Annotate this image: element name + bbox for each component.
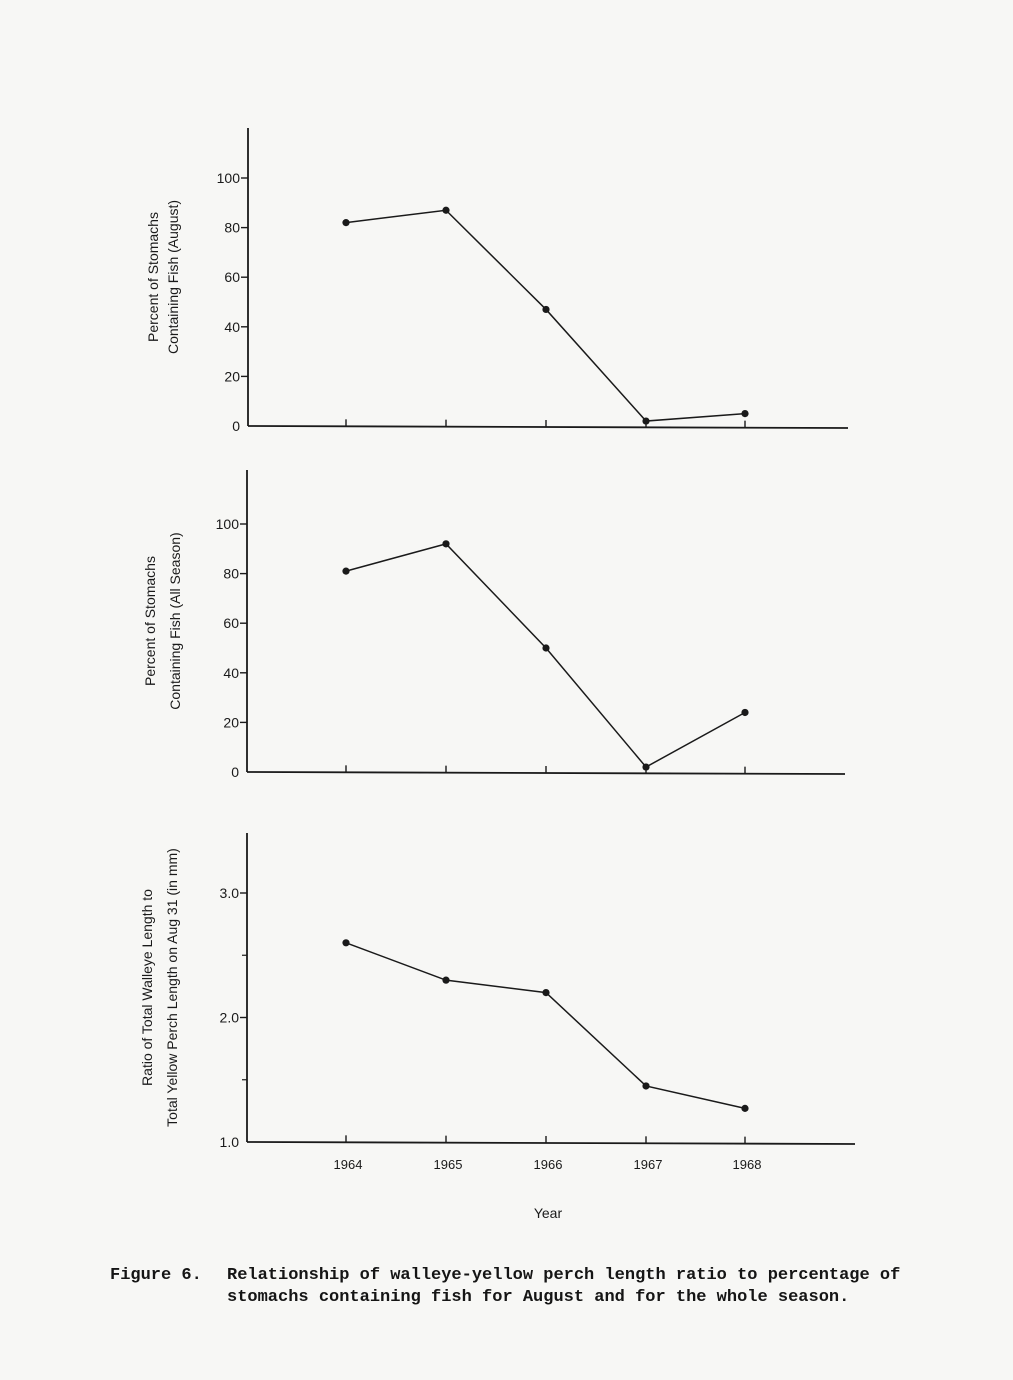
y-axis-label-line1: Ratio of Total Walleye Length to xyxy=(139,889,155,1086)
x-axis-label: Year xyxy=(533,1205,563,1221)
y-tick-label: 60 xyxy=(224,269,240,286)
chart-panel-3 xyxy=(139,833,855,1221)
data-point-1964 xyxy=(342,939,349,946)
x-tick-label: 1966 xyxy=(533,1157,563,1172)
y-tick-label: 0 xyxy=(231,764,239,780)
y-axis-label-line1: Percent of Stomachs xyxy=(142,556,158,686)
chart-panel-1 xyxy=(145,128,848,434)
data-point-1968 xyxy=(741,709,748,716)
figure-caption-label: Figure 6. xyxy=(110,1266,202,1285)
y-axis-label-line2: Containing Fish (All Season) xyxy=(167,532,183,710)
data-point-1965 xyxy=(442,207,449,214)
data-point-1964 xyxy=(342,219,349,226)
y-tick-label: 80 xyxy=(224,219,240,236)
data-point-1966 xyxy=(542,306,549,313)
y-axis-label-line2: Total Yellow Perch Length on Aug 31 (in mm) xyxy=(164,848,180,1127)
figure-caption-text: Relationship of walleye-yellow perch length ratio to percentage of stomachs containing fish for August and for the whole season. xyxy=(227,1266,901,1307)
data-point-1967 xyxy=(642,1082,649,1089)
y-tick-label: 1.0 xyxy=(219,1134,239,1150)
x-axis-line xyxy=(248,426,848,428)
y-tick-label: 80 xyxy=(223,565,239,582)
chart-panel-2 xyxy=(142,470,845,780)
x-axis-line xyxy=(247,1142,855,1144)
data-point-1965 xyxy=(442,977,449,984)
y-tick-label: 20 xyxy=(223,714,239,731)
y-tick-label: 3.0 xyxy=(219,885,239,901)
series-line xyxy=(346,544,745,767)
y-tick-label: 0 xyxy=(232,418,240,434)
x-tick-label: 1967 xyxy=(633,1157,663,1172)
data-point-1967 xyxy=(642,417,649,424)
y-tick-label: 2.0 xyxy=(219,1009,239,1026)
y-tick-label: 40 xyxy=(223,664,239,681)
data-point-1965 xyxy=(442,540,449,547)
y-axis-label-line2: Containing Fish (August) xyxy=(165,199,181,355)
y-axis-label-line1: Percent of Stomachs xyxy=(145,212,161,342)
series-line xyxy=(346,943,745,1109)
data-point-1966 xyxy=(542,989,549,996)
data-point-1964 xyxy=(342,568,349,575)
x-tick-label: 1968 xyxy=(732,1157,762,1172)
data-point-1968 xyxy=(741,410,748,417)
y-tick-label: 60 xyxy=(223,615,239,632)
y-tick-label: 20 xyxy=(224,368,240,385)
x-tick-label: 1965 xyxy=(433,1157,463,1172)
x-tick-label: 1964 xyxy=(333,1157,363,1172)
series-line xyxy=(346,210,745,421)
data-point-1967 xyxy=(642,763,649,770)
y-tick-label: 40 xyxy=(224,318,240,335)
data-point-1966 xyxy=(542,644,549,651)
data-point-1968 xyxy=(741,1105,748,1112)
y-tick-label: 100 xyxy=(216,170,240,186)
y-tick-label: 100 xyxy=(215,516,239,532)
